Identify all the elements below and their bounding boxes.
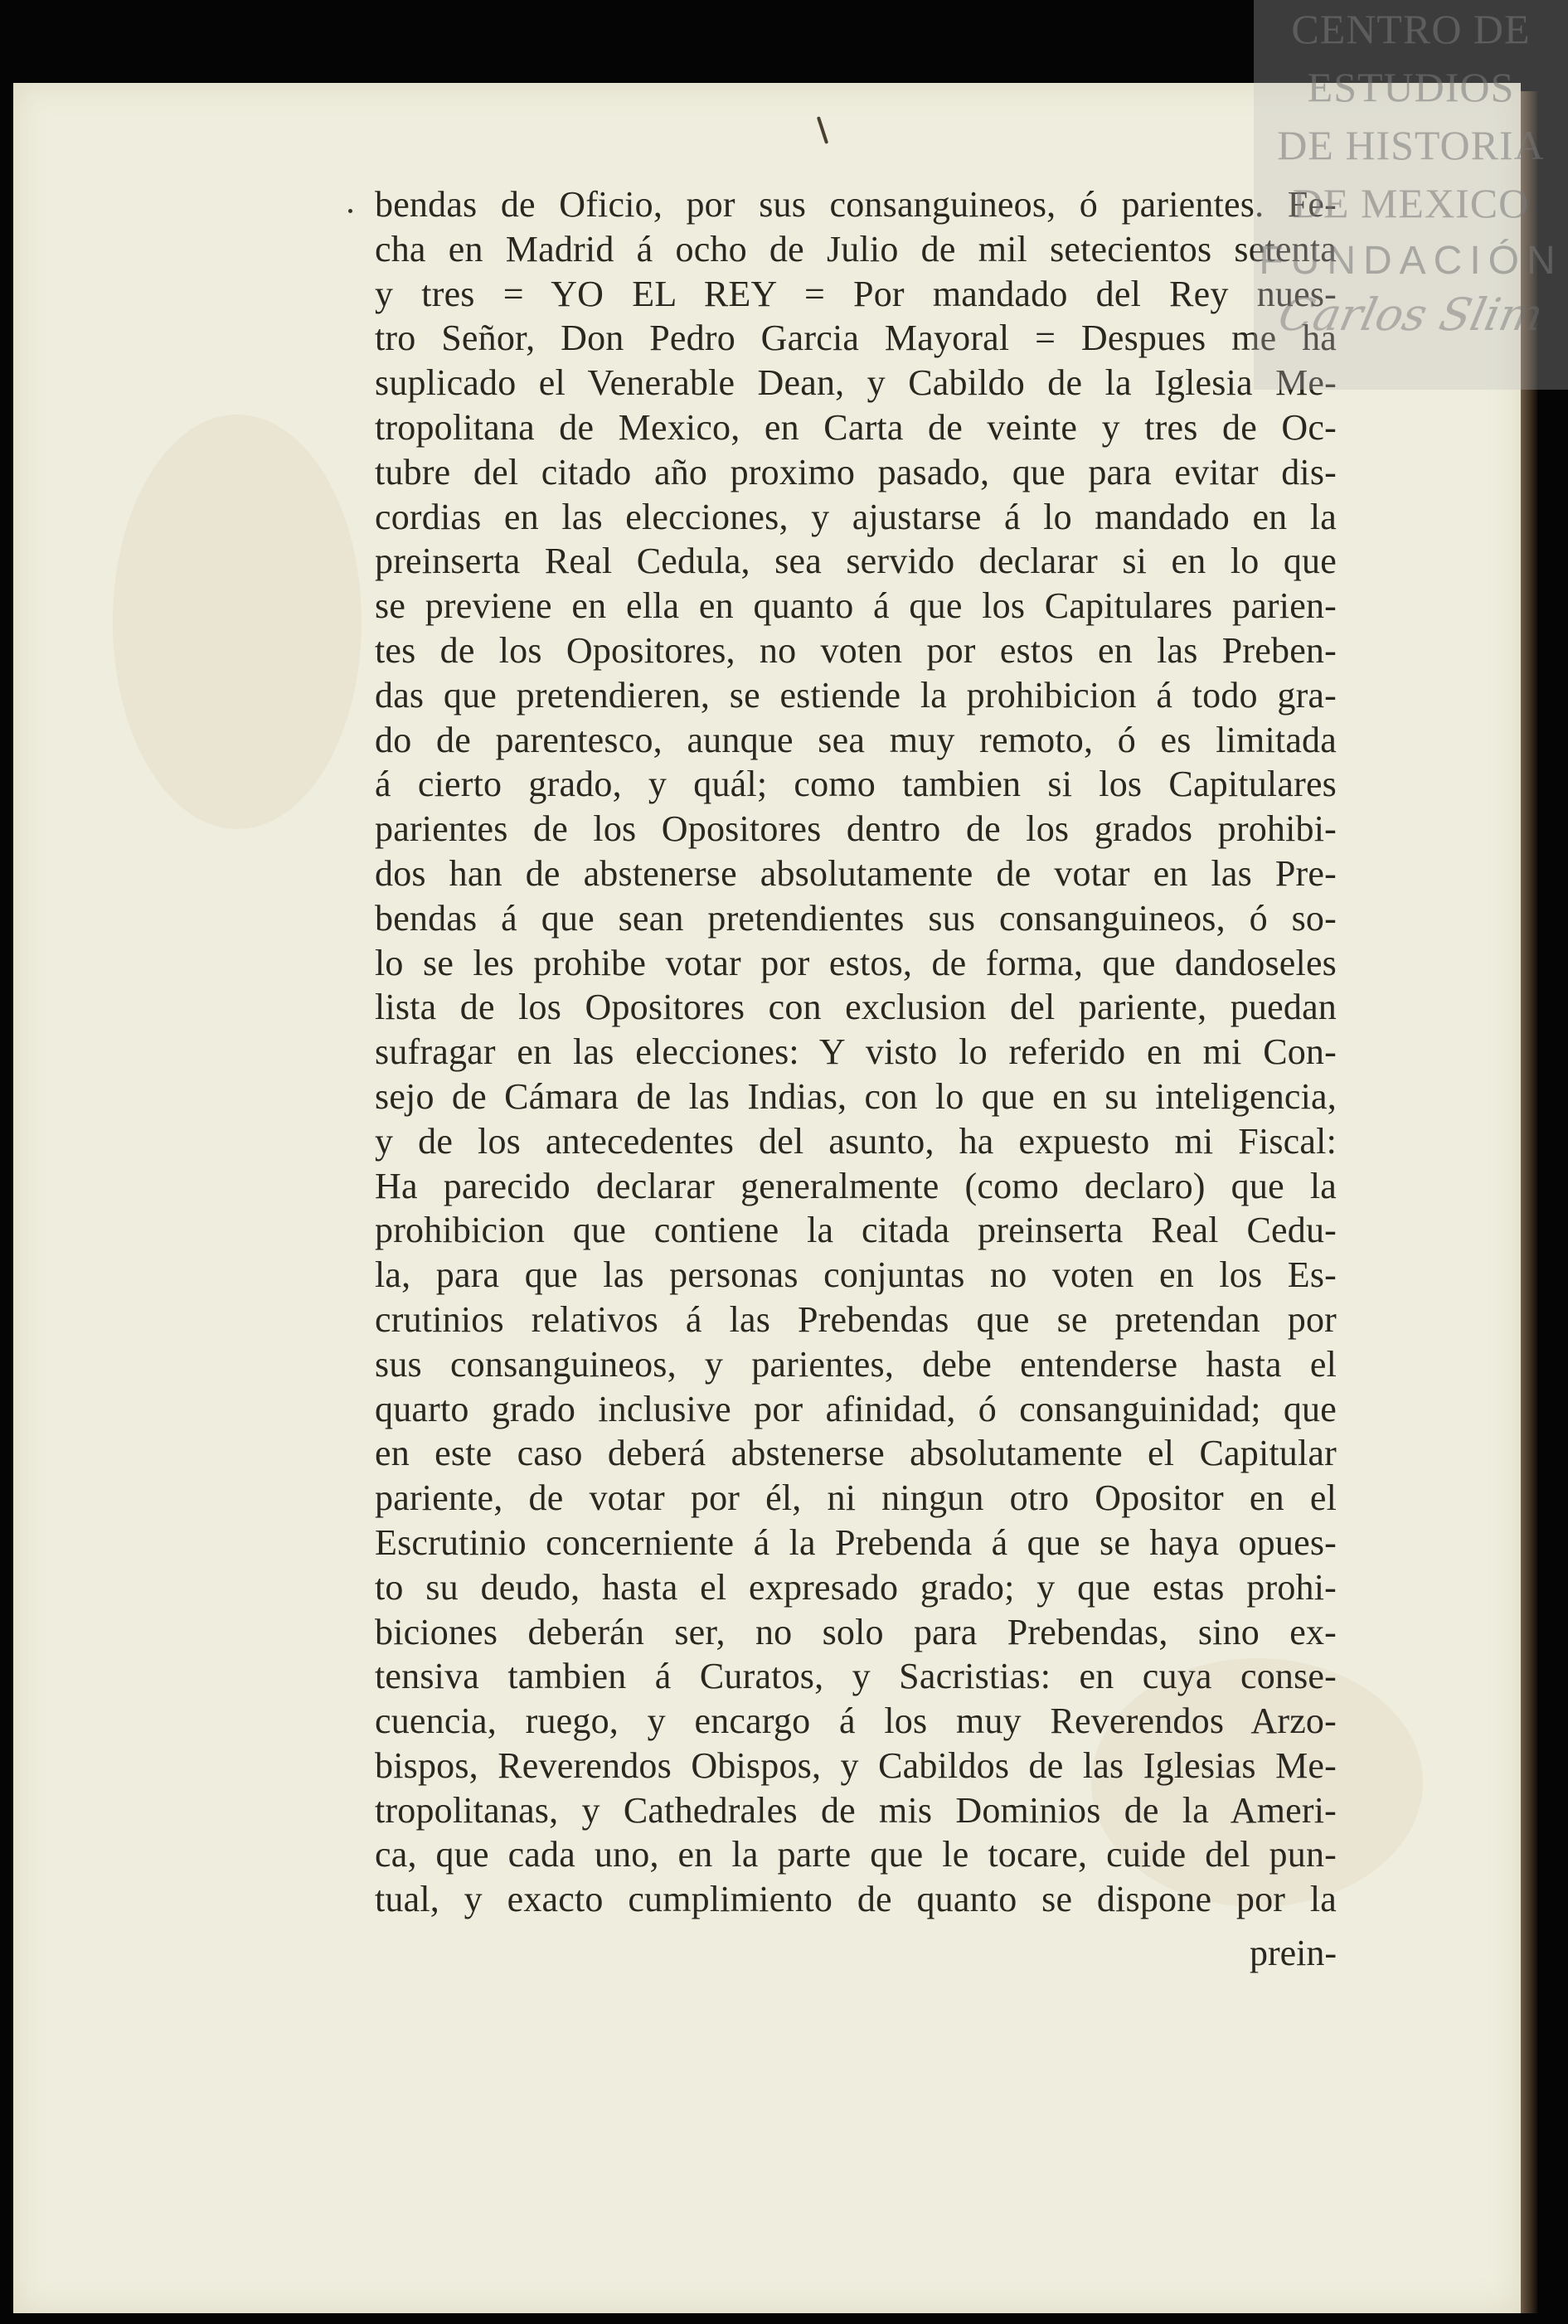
text-line: sus consanguineos, y parientes, debe entenderse hasta el bbox=[375, 1343, 1337, 1385]
text-line: la, para que las personas conjuntas no voten en los Es- bbox=[375, 1254, 1337, 1296]
text-line: se previene en ella en quanto á que los Capitulares parien- bbox=[375, 585, 1337, 627]
text-line: cha en Madrid á ocho de Julio de mil setecientos setenta bbox=[375, 228, 1337, 269]
text-line: bispos, Reverendos Obispos, y Cabildos de las Iglesias Me- bbox=[375, 1744, 1337, 1786]
watermark-foundation: FUNDACIÓN bbox=[1259, 239, 1563, 283]
text-line: en este caso deberá abstenerse absolutamente el Capitular bbox=[375, 1433, 1337, 1474]
text-line: y tres = YO EL REY = Por mandado del Rey nues- bbox=[375, 273, 1337, 314]
text-line: Ha parecido declarar generalmente (como declaro) que la bbox=[375, 1165, 1337, 1206]
text-line: to su deudo, hasta el expresado grado; y que estas prohi- bbox=[375, 1566, 1337, 1608]
text-line: parientes de los Opositores dentro de los grados prohibi- bbox=[375, 808, 1337, 850]
text-line: das que pretendieren, se estiende la prohibicion á todo gra- bbox=[375, 674, 1337, 716]
watermark-signature: Carlos Slim bbox=[1274, 289, 1548, 341]
watermark-line: ESTUDIOS bbox=[1307, 64, 1515, 110]
text-line: tensiva tambien á Curatos, y Sacristias: en cuya conse- bbox=[375, 1656, 1337, 1697]
ink-dot bbox=[348, 209, 352, 213]
text-line: sufragar en las elecciones: Y visto lo referido en mi Con- bbox=[375, 1031, 1337, 1073]
text-line: prohibicion que contiene la citada preinserta Real Cedu- bbox=[375, 1210, 1337, 1251]
text-line: sejo de Cámara de las Indias, con lo que en su inteligencia, bbox=[375, 1075, 1337, 1117]
text-line: Escrutinio concerniente á la Prebenda á que se haya opues- bbox=[375, 1521, 1337, 1563]
text-line: tes de los Opositores, no voten por estos en las Preben- bbox=[375, 629, 1337, 671]
text-line: cuencia, ruego, y encargo á los muy Reverendos Arzo- bbox=[375, 1701, 1337, 1742]
text-line: quarto grado inclusive por afinidad, ó consanguinidad; que bbox=[375, 1388, 1337, 1429]
text-line: dos han de abstenerse absolutamente de votar en las Pre- bbox=[375, 852, 1337, 894]
watermark bbox=[1254, 0, 1568, 390]
text-line: tro Señor, Don Pedro Garcia Mayoral = Despues me ha bbox=[375, 318, 1337, 359]
text-line: tubre del citado año proximo pasado, que para evitar dis- bbox=[375, 451, 1337, 492]
text-line: pariente, de votar por él, ni ningun otro Opositor en el bbox=[375, 1477, 1337, 1519]
paper-stain bbox=[113, 415, 362, 829]
catchword: prein- bbox=[1249, 1933, 1337, 1973]
text-line: tual, y exacto cumplimiento de quanto se dispone por la bbox=[375, 1879, 1337, 1920]
text-line: ca, que cada uno, en la parte que le tocare, cuide del pun- bbox=[375, 1834, 1337, 1875]
text-line: á cierto grado, y quál; como tambien si los Capitulares bbox=[375, 764, 1337, 805]
watermark-line: DE MEXICO bbox=[1292, 180, 1530, 226]
text-line: biciones deberán ser, no solo para Prebendas, sino ex- bbox=[375, 1611, 1337, 1652]
text-line: preinserta Real Cedula, sea servido declarar si en lo que bbox=[375, 541, 1337, 582]
paper-edge bbox=[1521, 91, 1537, 2313]
document-text bbox=[375, 182, 1337, 1922]
text-line: y de los antecedentes del asunto, ha expuesto mi Fiscal: bbox=[375, 1120, 1337, 1162]
text-line: do de parentesco, aunque sea muy remoto, ó es limitada bbox=[375, 719, 1337, 760]
text-line: tropolitanas, y Cathedrales de mis Dominios de la Ameri- bbox=[375, 1789, 1337, 1831]
text-line: bendas á que sean pretendientes sus consanguineos, ó so- bbox=[375, 897, 1337, 939]
text-line: lo se les prohibe votar por estos, de forma, que dandoseles bbox=[375, 942, 1337, 983]
text-line: tropolitana de Mexico, en Carta de veinte y tres de Oc- bbox=[375, 406, 1337, 448]
text-line: cordias en las elecciones, y ajustarse á lo mandado en la bbox=[375, 496, 1337, 537]
text-line: lista de los Opositores con exclusion del pariente, puedan bbox=[375, 987, 1337, 1028]
text-line: suplicado el Venerable Dean, y Cabildo de la Iglesia Me- bbox=[375, 362, 1337, 404]
watermark-line: DE HISTORIA bbox=[1277, 122, 1545, 168]
text-line: crutinios relativos á las Prebendas que se pretendan por bbox=[375, 1298, 1337, 1340]
text-line: bendas de Oficio, por sus consanguineos, ó parientes. Fe- bbox=[375, 184, 1337, 225]
watermark-line: CENTRO DE bbox=[1291, 6, 1531, 52]
